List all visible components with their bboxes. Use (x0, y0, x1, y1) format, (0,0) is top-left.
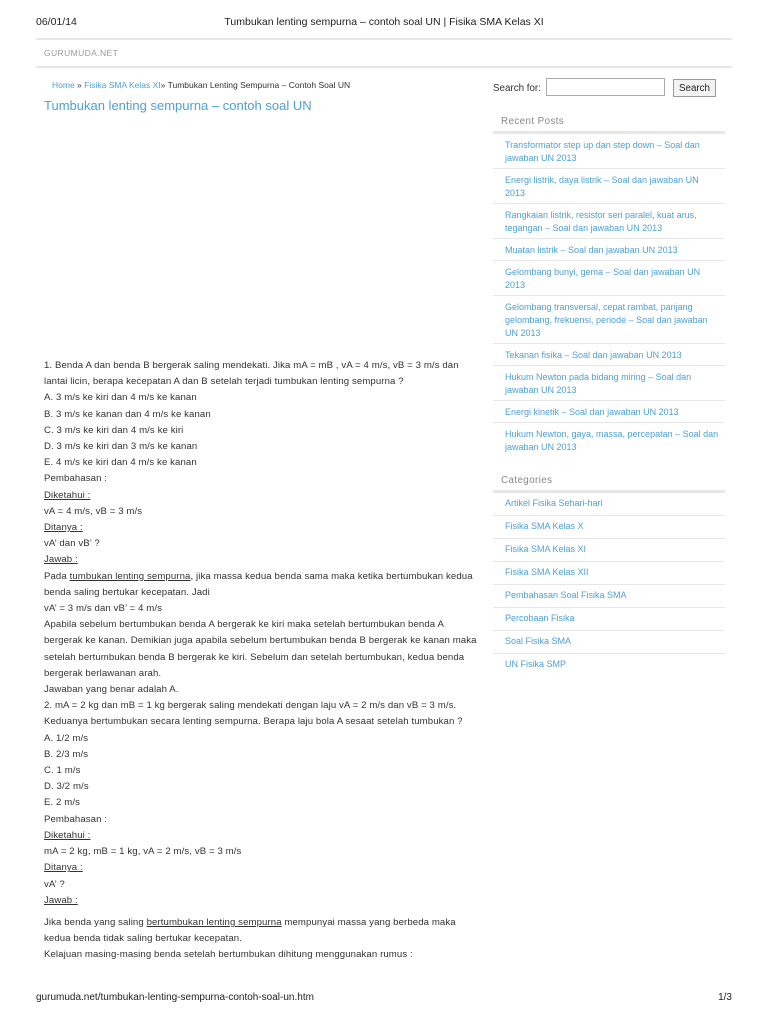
header-divider (36, 66, 732, 68)
recent-post-link[interactable]: Tekanan fisika – Soal dan jawaban UN 2013 (493, 344, 725, 366)
category-link[interactable]: Soal Fisika SMA (493, 631, 725, 654)
answer-text-pre: Pada (44, 570, 70, 582)
ditanya-label: Ditanya : (44, 862, 83, 874)
print-title: Tumbukan lenting sempurna – contoh soal UN | Fisika SMA Kelas XI (224, 16, 544, 28)
question-1: 1. Benda A dan benda B bergerak saling mendekati. Jika mA = mB , vA = 4 m/s, vB = 3 m/s dan lantai licin, berapa kecepatan A dan B setelah terjadi tumbukan lenting sempurna ? (44, 360, 459, 388)
category-link[interactable]: Fisika SMA Kelas XII (493, 562, 725, 585)
option-c: C. 1 m/s (44, 765, 81, 777)
print-url: gurumuda.net/tumbukan-lenting-sempurna-contoh-soal-un.htm (36, 992, 314, 1003)
option-e: E. 2 m/s (44, 797, 80, 809)
ditanya-label: Ditanya : (44, 522, 83, 534)
category-link[interactable]: Fisika SMA Kelas XI (493, 539, 725, 562)
print-date: 06/01/14 (36, 16, 77, 28)
post-title[interactable]: Tumbukan lenting sempurna – contoh soal UN (44, 98, 312, 113)
search-button[interactable]: Search (673, 79, 716, 97)
known-values: mA = 2 kg, mB = 1 kg, vA = 2 m/s, vB = 3 m/s (44, 846, 242, 858)
recent-post-link[interactable]: Muatan listrik – Soal dan jawaban UN 2013 (493, 239, 725, 261)
category-link[interactable]: Fisika SMA Kelas X (493, 516, 725, 539)
category-link[interactable]: Artikel Fisika Sehari-hari (493, 493, 725, 516)
known-values: vA = 4 m/s, vB = 3 m/s (44, 505, 143, 517)
diketahui-label: Diketahui : (44, 829, 91, 841)
pembahasan-label: Pembahasan : (44, 473, 108, 485)
answer-result: vA’ = 3 m/s dan vB’ = 4 m/s (44, 603, 163, 615)
recent-post-link[interactable]: Transformator step up dan step down – Soal dan jawaban UN 2013 (493, 134, 725, 169)
recent-posts-title: Recent Posts (493, 116, 725, 134)
breadcrumb-separator: » (160, 80, 168, 90)
answer-text-post: mempunyai massa yang berbeda maka kedua benda tidak saling bertukar kecepatan. (44, 916, 456, 945)
categories-list (493, 493, 725, 676)
answer-text-post: , jika massa kedua benda sama maka ketika bertumbukan kedua benda saling bertukar kecepatan. Jadi (44, 570, 473, 598)
post-content (44, 358, 484, 964)
option-b: B. 2/3 m/s (44, 748, 89, 760)
option-d: D. 3 m/s ke kiri dan 3 m/s ke kanan (44, 441, 198, 453)
recent-post-link[interactable]: Hukum Newton pada bidang miring – Soal dan jawaban UN 2013 (493, 366, 725, 401)
formula-intro: Kelajuan masing-masing benda setelah bertumbukan dihitung menggunakan rumus : (44, 949, 413, 961)
categories-widget (493, 475, 725, 676)
recent-post-link[interactable]: Gelombang transversal, cepat rambat, panjang gelombang, frekuensi, periode – Soal dan jawaban UN 2013 (493, 296, 725, 344)
categories-title: Categories (493, 475, 725, 493)
breadcrumb-current: Tumbukan Lenting Sempurna – Contoh Soal UN (167, 80, 351, 90)
diketahui-label: Diketahui : (44, 489, 91, 501)
answer-text (44, 569, 484, 601)
sidebar (493, 78, 725, 676)
category-link[interactable]: Pembahasan Soal Fisika SMA (493, 585, 725, 608)
recent-posts-widget (493, 116, 725, 457)
print-header (36, 16, 732, 30)
recent-post-link[interactable]: Hukum Newton, gaya, massa, percepatan – Soal dan jawaban UN 2013 (505, 429, 719, 452)
option-b: B. 3 m/s ke kanan dan 4 m/s ke kanan (44, 408, 211, 420)
recent-post-link[interactable]: Energi listrik, daya listrik – Soal dan jawaban UN 2013 (493, 169, 725, 204)
tumbukan-lenting-sempurna-link[interactable]: tumbukan lenting sempurna (69, 570, 191, 582)
search-label: Search for: (493, 83, 541, 94)
category-link[interactable]: UN Fisika SMP (505, 659, 567, 669)
print-page-number: 1/3 (718, 992, 732, 1003)
option-c: C. 3 m/s ke kiri dan 4 m/s ke kiri (44, 424, 184, 436)
search-input[interactable] (546, 78, 665, 96)
search-form (493, 78, 725, 100)
site-header (36, 38, 732, 68)
option-d: D. 3/2 m/s (44, 781, 89, 793)
recent-posts-list (493, 134, 725, 457)
asked-values: vA’ ? (44, 878, 65, 890)
breadcrumb (52, 80, 472, 90)
breadcrumb-home-link[interactable]: Home (52, 80, 75, 90)
answer-text (44, 915, 484, 947)
print-footer (36, 992, 732, 1006)
jawab-label: Jawab : (44, 894, 78, 906)
recent-post-link[interactable]: Energi kinetik – Soal dan jawaban UN 2013 (493, 401, 725, 423)
pembahasan-label: Pembahasan : (44, 813, 108, 825)
breadcrumb-separator: » (74, 80, 85, 90)
answer-explanation: Apabila sebelum bertumbukan benda A bergerak ke kiri maka setelah bertumbukan benda A bergerak ke kanan. Demikian juga apabila sebelum bertumbukan benda B bergerak ke kanan maka setelah bertumbukan benda B bergerak ke kiri. Sebelum dan setelah bertumbukan, kedua benda bergerak berlawanan arah. (44, 619, 477, 679)
site-name-link[interactable]: GURUMUDA.NET (44, 48, 119, 58)
option-e: E. 4 m/s ke kiri dan 4 m/s ke kanan (44, 457, 197, 469)
option-a: A. 3 m/s ke kiri dan 4 m/s ke kanan (44, 392, 197, 404)
bertumbukan-lenting-sempurna-link[interactable]: bertumbukan lenting sempurna (146, 916, 282, 928)
answer-final: Jawaban yang benar adalah A. (44, 684, 179, 696)
question-2: 2. mA = 2 kg dan mB = 1 kg bergerak saling mendekati dengan laju vA = 2 m/s dan vB = 3 m/s. Keduanya bertumbukan secara lenting sempurna. Berapa laju bola A sesaat setelah tumbukan ? (44, 700, 463, 728)
answer-text-pre: Jika benda yang saling (44, 916, 147, 928)
jawab-label: Jawab : (44, 554, 78, 566)
recent-post-link[interactable]: Rangkaian listrik, resistor seri paralel, kuat arus, tegangan – Soal dan jawaban UN 2013 (493, 204, 725, 239)
recent-post-link[interactable]: Gelombang bunyi, gema – Soal dan jawaban UN 2013 (493, 261, 725, 296)
option-a: A. 1/2 m/s (44, 732, 89, 744)
asked-values: vA’ dan vB’ ? (44, 538, 100, 550)
category-link[interactable]: Percobaan Fisika (493, 608, 725, 631)
breadcrumb-category-link[interactable]: Fisika SMA Kelas XI (84, 80, 161, 90)
